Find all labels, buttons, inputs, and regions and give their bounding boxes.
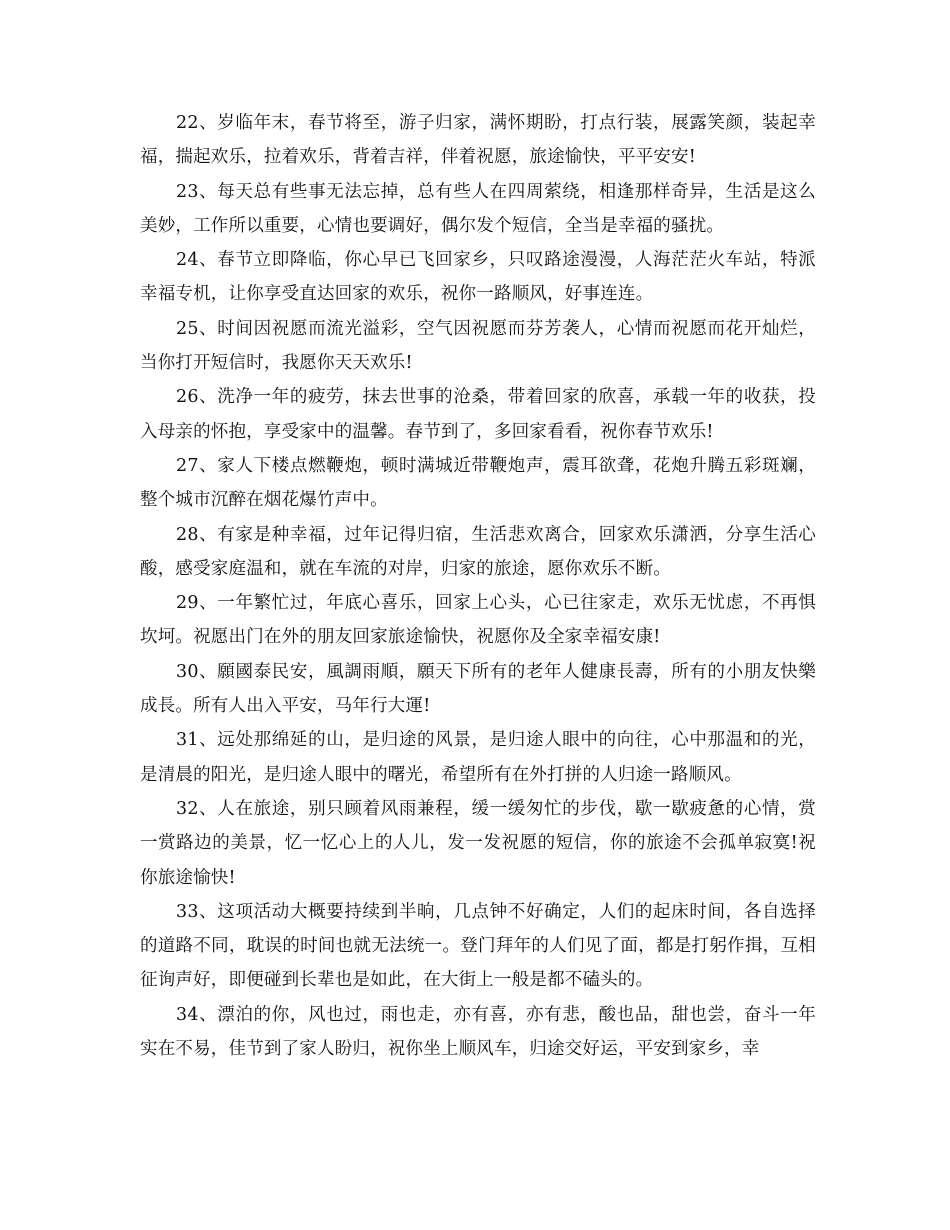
paragraph-27: 27、家人下楼点燃鞭炮，顿时满城近带鞭炮声，震耳欲聋，花炮升腾五彩斑斓，整个城市沉醉在烟花爆竹声中。 [140, 455, 816, 511]
paragraph-22: 22、岁临年末，春节将至，游子归家，满怀期盼，打点行装，展露笑颜，装起幸福，揣起欢乐，拉着欢乐，背着吉祥，伴着祝愿，旅途愉快，平平安安! [140, 113, 816, 168]
paragraph-26: 26、洗净一年的疲劳，抹去世事的沧桑，带着回家的欣喜，承载一年的收获，投入母亲的怀抱，享受家中的温馨。春节到了，多回家看看，祝你春节欢乐! [140, 387, 816, 442]
paragraph-33: 33、这项活动大概要持续到半晌，几点钟不好确定，人们的起床时间，各自选择的道路不同，耽误的时间也就无法统一。登门拜年的人们见了面，都是打躬作揖，互相征询声好，即便碰到长辈也是如此，在大街上一般是都不磕头的。 [140, 901, 816, 991]
paragraph-25: 25、时间因祝愿而流光溢彩，空气因祝愿而芬芳袭人，心情而祝愿而花开灿烂，当你打开短信时，我愿你天天欢乐! [140, 318, 816, 374]
paragraph-28: 28、有家是种幸福，过年记得归宿，生活悲欢离合，回家欢乐潇洒，分享生活心酸，感受家庭温和，就在车流的对岸，归家的旅途，愿你欢乐不断。 [140, 524, 816, 579]
document-body [140, 106, 816, 1066]
paragraph-24: 24、春节立即降临，你心早已飞回家乡，只叹路途漫漫，人海茫茫火车站，特派幸福专机，让你享受直达回家的欢乐，祝你一路顺风，好事连连。 [140, 250, 816, 305]
paragraph-29: 29、一年繁忙过，年底心喜乐，回家上心头，心已往家走，欢乐无忧虑，不再惧坎坷。祝愿出门在外的朋友回家旅途愉快，祝愿你及全家幸福安康! [140, 593, 816, 648]
paragraph-34: 34、漂泊的你，风也过，雨也走，亦有喜，亦有悲，酸也品，甜也尝，奋斗一年实在不易，佳节到了家人盼归，祝你坐上顺风车，归途交好运，平安到家乡，幸 [140, 1004, 816, 1060]
paragraph-31: 31、远处那绵延的山，是归途的风景，是归途人眼中的向往，心中那温和的光，是清晨的阳光，是归途人眼中的曙光，希望所有在外打拼的人归途一路顺风。 [140, 730, 816, 785]
paragraph-23: 23、每天总有些事无法忘掉，总有些人在四周萦绕，相逢那样奇异，生活是这么美妙，工作所以重要，心情也要调好，偶尔发个短信，全当是幸福的骚扰。 [140, 181, 816, 236]
paragraph-32: 32、人在旅途，别只顾着风雨兼程，缓一缓匆忙的步伐，歇一歇疲惫的心情，赏一赏路边的美景，忆一忆心上的人儿，发一发祝愿的短信，你的旅途不会孤单寂寞!祝你旅途愉快! [140, 798, 816, 888]
paragraph-30: 30、願國泰民安，風調雨順，願天下所有的老年人健康長壽，所有的小朋友快樂成長。所有人出入平安，马年行大運! [140, 661, 816, 717]
